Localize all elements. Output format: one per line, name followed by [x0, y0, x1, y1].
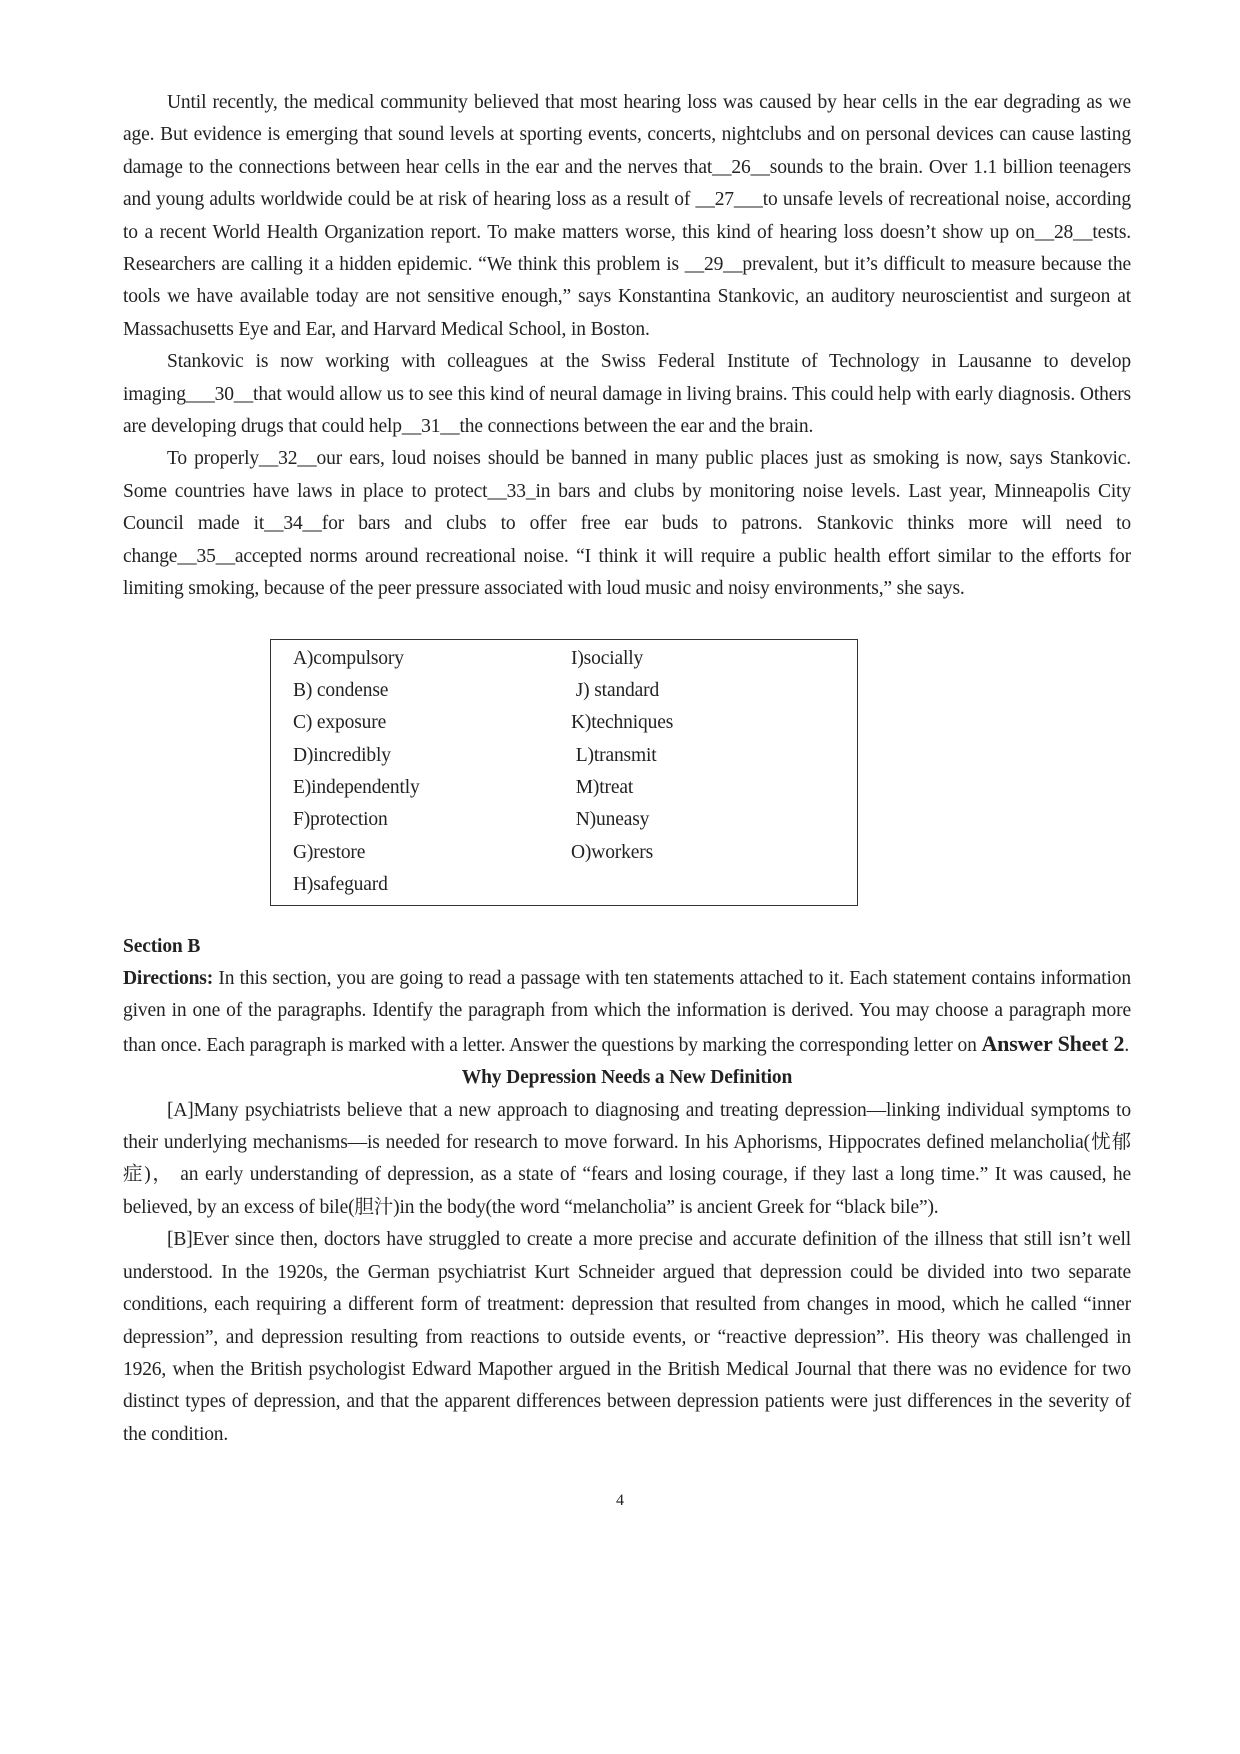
word-option: N)uneasy — [571, 809, 650, 831]
word-option: L)transmit — [571, 744, 657, 766]
paragraph: Until recently, the medical community believed that most hearing loss was caused by hear cells in the ear degrading as we age. But evidence is emerging that sound levels at sporting events, concerts, nightclubs and on personal devices can cause lasting damage to the connections between hear cells in the ear and the nerves that__26__sounds to the brain. Over 1.1 billion teenagers and young adults worldwide could be at risk of hearing loss as a result of __27___to unsafe levels of recreational noise, according to a recent World Health Organization report. To make matters worse, this kind of hearing loss doesn’t show up on__28__tests. Researchers are calling it a hidden epidemic. “We think this problem is __29__prevalent, but it’s difficult to measure because the tools we have available today are not sensitive enough,” says Konstantina Stankovic, an auditory neuroscientist and surgeon at Massachusetts Eye and Ear, and Harvard Medical School, in Boston. — [123, 92, 1131, 340]
paragraph: Stankovic is now working with colleagues at the Swiss Federal Institute of Technology in Lausanne to develop imaging___30__that would allow us to see this kind of neural damage in living brains. This could help with early diagnosis. Others are developing drugs that could help__31__the connections between the ear and the brain. — [123, 351, 1131, 438]
word-option: M)treat — [571, 777, 634, 799]
word-bank-left-column — [293, 643, 571, 902]
directions — [123, 963, 1131, 1062]
word-option: B) condense — [293, 679, 389, 701]
word-option: F)protection — [293, 809, 388, 831]
page-number: 4 — [616, 1492, 624, 1510]
word-option: J) standard — [571, 679, 660, 701]
word-option: A)compulsory — [293, 647, 404, 669]
paragraph: [A]Many psychiatrists believe that a new approach to diagnosing and treating depression—linking individual symptoms to their underlying mechanisms—is needed for research to move forward. In his Aphorisms, Hippocrates defined melancholia(忧郁症)， an early understanding of depression, as a state of “fears and losing courage, if they last a long time.” It was caused, he believed, by an excess of bile(胆汁)in the body(the word “melancholia” is ancient Greek for “black bile”). — [123, 1099, 1131, 1218]
word-option: E)independently — [293, 777, 420, 799]
word-option: C) exposure — [293, 712, 387, 734]
word-option: K)techniques — [571, 712, 674, 734]
directions-text: In this section, you are going to read a passage with ten statements attached to it. Each statement contains information given in one of the paragraphs. Identify the paragraph from which the information is derived. You may choose a paragraph more than once. Each paragraph is marked with a letter. Answer the questions by marking the corresponding letter on — [123, 968, 1131, 1056]
passage-title: Why Depression Needs a New Definition — [461, 1067, 793, 1089]
paragraph: To properly__32__our ears, loud noises should be banned in many public places just as smoking is now, says Stankovic. Some countries have laws in place to protect__33_in bars and clubs by monitoring noise levels. Last year, Minneapolis City Council made it__34__for bars and clubs to offer free ear buds to patrons. Stankovic thinks more will need to change__35__accepted norms around recreational noise. “I think it will require a public health effort similar to the efforts for limiting smoking, because of the peer pressure associated with loud music and noisy environments,” she says. — [123, 448, 1131, 600]
word-option: D)incredibly — [293, 744, 391, 766]
word-option: G)restore — [293, 841, 366, 863]
word-bank-right-column — [571, 643, 857, 902]
word-option: O)workers — [571, 841, 654, 863]
directions-label: Directions: — [123, 968, 214, 990]
paragraph: [B]Ever since then, doctors have struggled to create a more precise and accurate definition of the illness that still isn’t well understood. In the 1920s, the German psychiatrist Kurt Schneider argued that depression could be divided into two separate conditions, each requiring a different form of treatment: depression that resulted from changes in mood, which he called “inner depression”, and depression resulting from reactions to outside events, or “reactive depression”. His theory was challenged in 1926, when the British psychologist Edward Mapother argued in the British Medical Journal that there was no evidence for two distinct types of depression, and that the apparent differences between depression patients were just differences in the severity of the condition. — [123, 1229, 1131, 1445]
word-bank-box — [270, 639, 858, 906]
word-option: H)safeguard — [293, 874, 388, 896]
period: . — [1124, 1034, 1130, 1056]
word-option: I)socially — [571, 647, 644, 669]
answer-sheet-label: Answer Sheet 2 — [981, 1030, 1125, 1056]
section-heading: Section B — [123, 935, 201, 957]
